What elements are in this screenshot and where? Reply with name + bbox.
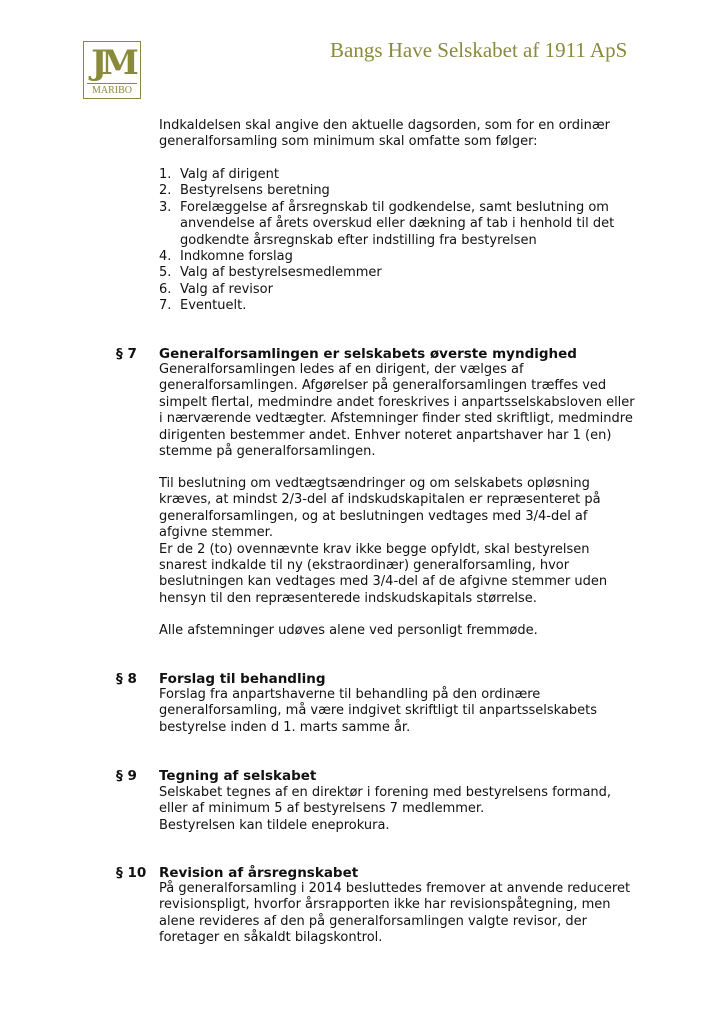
section-title: Forslag til behandling — [159, 671, 326, 687]
section-number: § 9 — [116, 768, 137, 784]
section-paragraph: Til beslutning om vedtægtsændringer og om selskabets opløsning kræves, at mindst 2/3-del af indskudskapitalen er repræsenteret på generalforsamlingen, og at beslutningen vedtages med 3/4-del af afgivne stemmer. Er de 2 (to) ovennævnte krav ikke begge opfyldt, skal bestyrelsen snarest indkalde til ny (ekstraordinær) generalforsamling, hvor beslutningen kan vedtages med 3/4-del af de afgivne stemmer uden hensyn til den repræsenterede indskudskapitals størrelse. — [159, 476, 608, 606]
agenda-item: 1. Valg af dirigent — [159, 167, 279, 182]
section-title: Generalforsamlingen er selskabets øverste myndighed — [159, 346, 577, 362]
logo-text: MARIBO — [87, 83, 137, 96]
agenda-list — [159, 167, 659, 315]
section-number: § 7 — [116, 346, 137, 362]
agenda-item: 6. Valg af revisor — [159, 281, 273, 297]
agenda-item: 3. Forelæggelse af årsregnskab til godkendelse, samt beslutning om anvendelse af årets overskud eller dækning af tab i henhold til det godkendte årsregnskab efter indstilling fra bestyrelsen — [159, 199, 615, 248]
section-number: § 8 — [116, 671, 137, 687]
agenda-item: 4. Indkomne forslag — [159, 249, 293, 265]
agenda-item: 7. Eventuelt. — [159, 298, 247, 314]
section-paragraph: Alle afstemninger udøves alene ved personligt fremmøde. — [159, 623, 538, 638]
section-number: § 10 — [116, 865, 147, 881]
section-paragraph: Generalforsamlingen ledes af en dirigent, der vælges af generalforsamlingen. Afgørelser på generalforsamlingen træffes ved simpelt flertal, medmindre andet foreskrives i anpartsselskabsloven eller i nærværende vedtægter. Afstemninger finder sted skriftligt, medmindre dirigenten bestemmer andet. Enhver noteret anpartshaver har 1 (en) stemme på generalforsamlingen. — [159, 362, 635, 460]
company-name: Bangs Have Selskabet af 1911 ApS — [330, 38, 628, 62]
agenda-item: 2. Bestyrelsens beretning — [159, 183, 330, 199]
section-paragraph: Selskabet tegnes af en direktør i forening med bestyrelsens formand, eller af minimum 5 af bestyrelsens 7 medlemmer. Bestyrelsen kan tildele eneprokura. — [159, 785, 612, 833]
maribo-logo — [83, 41, 141, 99]
intro-line: Indkaldelsen skal angive den aktuelle dagsorden, som for en ordinær — [159, 118, 610, 133]
logo-monogram: JM — [91, 43, 133, 83]
intro-paragraph — [159, 118, 659, 151]
section-paragraph: Forslag fra anpartshaverne til behandling på den ordinære generalforsamling, må være indgivet skriftligt til anpartsselskabets bestyrelse inden d 1. marts samme år. — [159, 687, 598, 735]
section-title: Revision af årsregnskabet — [159, 865, 359, 881]
section-title: Tegning af selskabet — [159, 768, 317, 784]
intro-line: generalforsamling som minimum skal omfatte som følger: — [159, 134, 538, 150]
section-paragraph: På generalforsamling i 2014 besluttedes fremover at anvende reduceret revisionspligt, hvorfor årsrapporten ikke har revisionspåtegning, men alene revideres af den på generalforsamlingen valgte revisor, der foretager en såkaldt bilagskontrol. — [159, 881, 631, 946]
agenda-item: 5. Valg af bestyrelsesmedlemmer — [159, 265, 382, 281]
